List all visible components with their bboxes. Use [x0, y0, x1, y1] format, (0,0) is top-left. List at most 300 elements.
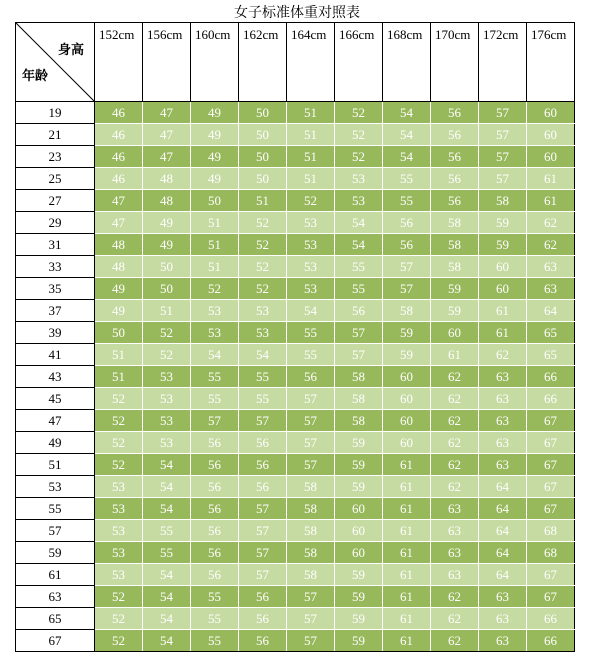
- age-cell: 67: [16, 630, 95, 652]
- table-row: [16, 146, 575, 168]
- weight-cell: 64: [479, 542, 527, 564]
- weight-cell: 63: [479, 432, 527, 454]
- weight-cell: 67: [527, 498, 575, 520]
- weight-cell: 59: [383, 322, 431, 344]
- weight-cell: 60: [383, 366, 431, 388]
- weight-cell: 58: [287, 520, 335, 542]
- weight-cell: 66: [527, 630, 575, 652]
- age-cell: 53: [16, 476, 95, 498]
- age-cell: 55: [16, 498, 95, 520]
- weight-cell: 48: [143, 190, 191, 212]
- weight-cell: 52: [143, 322, 191, 344]
- weight-cell: 56: [191, 542, 239, 564]
- weight-cell: 63: [431, 542, 479, 564]
- weight-cell: 63: [479, 608, 527, 630]
- weight-cell: 60: [383, 388, 431, 410]
- height-header: 164cm: [287, 23, 335, 102]
- weight-cell: 54: [335, 234, 383, 256]
- weight-cell: 49: [191, 102, 239, 124]
- weight-cell: 62: [527, 234, 575, 256]
- weight-cell: 48: [95, 256, 143, 278]
- weight-cell: 63: [527, 256, 575, 278]
- weight-cell: 53: [143, 410, 191, 432]
- weight-cell: 57: [479, 102, 527, 124]
- weight-cell: 53: [287, 212, 335, 234]
- table-row: [16, 234, 575, 256]
- weight-cell: 62: [431, 476, 479, 498]
- table-row: [16, 564, 575, 586]
- weight-cell: 54: [143, 498, 191, 520]
- weight-cell: 53: [143, 388, 191, 410]
- weight-cell: 55: [239, 388, 287, 410]
- weight-cell: 59: [335, 586, 383, 608]
- weight-cell: 46: [95, 102, 143, 124]
- weight-cell: 56: [431, 168, 479, 190]
- weight-cell: 51: [95, 366, 143, 388]
- weight-cell: 56: [383, 234, 431, 256]
- weight-cell: 63: [479, 410, 527, 432]
- age-cell: 51: [16, 454, 95, 476]
- weight-cell: 57: [287, 586, 335, 608]
- weight-cell: 53: [191, 322, 239, 344]
- weight-cell: 56: [431, 190, 479, 212]
- weight-cell: 61: [383, 608, 431, 630]
- age-cell: 19: [16, 102, 95, 124]
- weight-cell: 63: [479, 630, 527, 652]
- weight-cell: 51: [287, 102, 335, 124]
- weight-cell: 56: [239, 432, 287, 454]
- weight-cell: 56: [191, 564, 239, 586]
- table-row: [16, 168, 575, 190]
- weight-cell: 57: [287, 388, 335, 410]
- weight-cell: 47: [143, 124, 191, 146]
- weight-cell: 53: [335, 190, 383, 212]
- weight-cell: 51: [239, 190, 287, 212]
- height-header: 166cm: [335, 23, 383, 102]
- weight-cell: 59: [431, 278, 479, 300]
- weight-cell: 65: [527, 322, 575, 344]
- weight-cell: 49: [143, 234, 191, 256]
- weight-cell: 54: [383, 124, 431, 146]
- weight-cell: 64: [527, 300, 575, 322]
- weight-cell: 52: [335, 124, 383, 146]
- weight-cell: 61: [383, 476, 431, 498]
- weight-cell: 50: [95, 322, 143, 344]
- table-row: [16, 432, 575, 454]
- weight-cell: 58: [479, 190, 527, 212]
- weight-cell: 53: [143, 432, 191, 454]
- weight-cell: 57: [287, 454, 335, 476]
- age-cell: 21: [16, 124, 95, 146]
- weight-cell: 53: [287, 256, 335, 278]
- weight-cell: 57: [287, 410, 335, 432]
- weight-cell: 57: [335, 322, 383, 344]
- weight-cell: 52: [95, 454, 143, 476]
- table-row: [16, 124, 575, 146]
- weight-cell: 61: [383, 542, 431, 564]
- weight-cell: 50: [239, 102, 287, 124]
- weight-cell: 63: [431, 564, 479, 586]
- weight-cell: 55: [143, 542, 191, 564]
- table-title: 女子标准体重对照表: [234, 5, 360, 21]
- weight-cell: 51: [143, 300, 191, 322]
- weight-cell: 53: [95, 476, 143, 498]
- weight-cell: 54: [143, 476, 191, 498]
- weight-cell: 62: [431, 630, 479, 652]
- weight-cell: 52: [143, 344, 191, 366]
- weight-cell: 55: [287, 344, 335, 366]
- height-header: 168cm: [383, 23, 431, 102]
- weight-cell: 59: [335, 608, 383, 630]
- weight-cell: 52: [335, 146, 383, 168]
- weight-cell: 52: [95, 630, 143, 652]
- weight-cell: 54: [143, 608, 191, 630]
- weight-cell: 52: [335, 102, 383, 124]
- weight-cell: 60: [479, 256, 527, 278]
- weight-cell: 53: [95, 498, 143, 520]
- age-cell: 33: [16, 256, 95, 278]
- weight-cell: 49: [191, 146, 239, 168]
- weight-cell: 59: [335, 432, 383, 454]
- weight-cell: 57: [383, 256, 431, 278]
- weight-cell: 50: [239, 124, 287, 146]
- weight-cell: 60: [527, 124, 575, 146]
- header-row: [16, 23, 575, 102]
- weight-cell: 54: [383, 146, 431, 168]
- weight-cell: 61: [383, 630, 431, 652]
- table-row: [16, 388, 575, 410]
- table-row: [16, 520, 575, 542]
- weight-cell: 60: [383, 410, 431, 432]
- weight-cell: 58: [383, 300, 431, 322]
- weight-cell: 57: [383, 278, 431, 300]
- weight-cell: 58: [431, 256, 479, 278]
- weight-cell: 58: [335, 410, 383, 432]
- weight-cell: 55: [191, 608, 239, 630]
- weight-cell: 62: [527, 212, 575, 234]
- weight-cell: 54: [287, 300, 335, 322]
- table-row: [16, 608, 575, 630]
- weight-cell: 52: [95, 388, 143, 410]
- weight-cell: 60: [335, 498, 383, 520]
- weight-cell: 57: [239, 410, 287, 432]
- weight-cell: 50: [143, 256, 191, 278]
- weight-cell: 62: [431, 454, 479, 476]
- weight-cell: 57: [287, 630, 335, 652]
- weight-cell: 61: [479, 322, 527, 344]
- table-row: [16, 476, 575, 498]
- age-cell: 47: [16, 410, 95, 432]
- weight-cell: 54: [335, 212, 383, 234]
- weight-cell: 56: [431, 124, 479, 146]
- age-cell: 27: [16, 190, 95, 212]
- age-cell: 61: [16, 564, 95, 586]
- age-cell: 23: [16, 146, 95, 168]
- weight-cell: 67: [527, 454, 575, 476]
- weight-cell: 56: [287, 366, 335, 388]
- weight-cell: 54: [143, 586, 191, 608]
- weight-cell: 54: [239, 344, 287, 366]
- weight-cell: 56: [239, 586, 287, 608]
- table-row: [16, 212, 575, 234]
- table-row: [16, 366, 575, 388]
- age-cell: 25: [16, 168, 95, 190]
- weight-cell: 52: [239, 278, 287, 300]
- weight-cell: 57: [239, 564, 287, 586]
- table-row: [16, 630, 575, 652]
- weight-cell: 46: [95, 124, 143, 146]
- weight-cell: 60: [431, 322, 479, 344]
- weight-cell: 57: [287, 608, 335, 630]
- weight-cell: 57: [335, 344, 383, 366]
- weight-cell: 50: [239, 168, 287, 190]
- weight-cell: 54: [143, 630, 191, 652]
- weight-cell: 56: [431, 102, 479, 124]
- weight-cell: 57: [479, 168, 527, 190]
- weight-cell: 65: [527, 344, 575, 366]
- weight-cell: 64: [479, 476, 527, 498]
- height-header: 162cm: [239, 23, 287, 102]
- weight-cell: 61: [527, 190, 575, 212]
- weight-cell: 61: [479, 300, 527, 322]
- weight-cell: 51: [191, 212, 239, 234]
- weight-cell: 52: [287, 190, 335, 212]
- weight-cell: 55: [191, 586, 239, 608]
- weight-cell: 53: [239, 322, 287, 344]
- weight-cell: 53: [95, 542, 143, 564]
- table-row: [16, 300, 575, 322]
- weight-cell: 56: [191, 432, 239, 454]
- age-cell: 39: [16, 322, 95, 344]
- weight-cell: 61: [383, 454, 431, 476]
- weight-cell: 57: [239, 542, 287, 564]
- weight-cell: 46: [95, 168, 143, 190]
- age-cell: 35: [16, 278, 95, 300]
- weight-cell: 53: [191, 300, 239, 322]
- weight-cell: 50: [191, 190, 239, 212]
- table-body: [16, 102, 575, 652]
- weight-cell: 62: [431, 432, 479, 454]
- weight-cell: 61: [431, 344, 479, 366]
- weight-cell: 52: [239, 234, 287, 256]
- weight-cell: 67: [527, 586, 575, 608]
- weight-cell: 57: [239, 498, 287, 520]
- age-cell: 59: [16, 542, 95, 564]
- weight-cell: 56: [239, 454, 287, 476]
- height-header: 160cm: [191, 23, 239, 102]
- weight-cell: 51: [287, 168, 335, 190]
- weight-cell: 56: [191, 498, 239, 520]
- weight-cell: 67: [527, 476, 575, 498]
- weight-cell: 59: [479, 234, 527, 256]
- height-header: 170cm: [431, 23, 479, 102]
- weight-cell: 49: [95, 278, 143, 300]
- weight-cell: 59: [335, 564, 383, 586]
- weight-cell: 53: [95, 564, 143, 586]
- weight-cell: 62: [431, 608, 479, 630]
- weight-cell: 62: [431, 410, 479, 432]
- age-cell: 31: [16, 234, 95, 256]
- weight-cell: 62: [431, 366, 479, 388]
- weight-cell: 56: [335, 300, 383, 322]
- weight-cell: 54: [383, 102, 431, 124]
- weight-cell: 53: [143, 366, 191, 388]
- weight-cell: 61: [383, 520, 431, 542]
- weight-cell: 58: [335, 388, 383, 410]
- weight-cell: 57: [191, 410, 239, 432]
- weight-cell: 61: [383, 564, 431, 586]
- weight-cell: 57: [479, 124, 527, 146]
- weight-cell: 58: [431, 212, 479, 234]
- weight-cell: 51: [191, 234, 239, 256]
- age-cell: 41: [16, 344, 95, 366]
- weight-cell: 60: [335, 542, 383, 564]
- weight-cell: 60: [527, 146, 575, 168]
- height-header: 156cm: [143, 23, 191, 102]
- weight-cell: 60: [335, 520, 383, 542]
- weight-cell: 49: [191, 168, 239, 190]
- weight-cell: 53: [239, 300, 287, 322]
- weight-cell: 64: [479, 498, 527, 520]
- weight-cell: 63: [479, 454, 527, 476]
- weight-cell: 57: [239, 520, 287, 542]
- weight-cell: 59: [431, 300, 479, 322]
- weight-cell: 59: [479, 212, 527, 234]
- weight-cell: 61: [383, 498, 431, 520]
- table-row: [16, 278, 575, 300]
- weight-cell: 48: [95, 234, 143, 256]
- table-row: [16, 586, 575, 608]
- age-cell: 29: [16, 212, 95, 234]
- weight-cell: 63: [431, 520, 479, 542]
- weight-cell: 46: [95, 146, 143, 168]
- age-cell: 37: [16, 300, 95, 322]
- weight-cell: 50: [239, 146, 287, 168]
- weight-cell: 48: [143, 168, 191, 190]
- weight-cell: 56: [191, 454, 239, 476]
- height-header: 172cm: [479, 23, 527, 102]
- weight-cell: 63: [527, 278, 575, 300]
- weight-cell: 55: [143, 520, 191, 542]
- weight-cell: 60: [383, 432, 431, 454]
- weight-cell: 58: [335, 366, 383, 388]
- weight-cell: 52: [191, 278, 239, 300]
- weight-cell: 67: [527, 564, 575, 586]
- weight-cell: 57: [287, 432, 335, 454]
- weight-cell: 63: [479, 388, 527, 410]
- weight-cell: 62: [431, 388, 479, 410]
- weight-cell: 51: [191, 256, 239, 278]
- weight-cell: 60: [479, 278, 527, 300]
- height-header: 176cm: [527, 23, 575, 102]
- table-row: [16, 344, 575, 366]
- weight-cell: 53: [287, 234, 335, 256]
- table-row: [16, 454, 575, 476]
- weight-cell: 47: [143, 146, 191, 168]
- weight-cell: 52: [95, 410, 143, 432]
- weight-cell: 53: [95, 520, 143, 542]
- weight-cell: 54: [191, 344, 239, 366]
- weight-cell: 67: [527, 432, 575, 454]
- weight-cell: 58: [287, 564, 335, 586]
- weight-cell: 58: [287, 542, 335, 564]
- weight-cell: 52: [95, 586, 143, 608]
- weight-cell: 47: [95, 190, 143, 212]
- weight-cell: 68: [527, 520, 575, 542]
- age-cell: 45: [16, 388, 95, 410]
- height-axis-label: 身高: [57, 43, 84, 58]
- table-row: [16, 256, 575, 278]
- weight-cell: 58: [431, 234, 479, 256]
- weight-cell: 55: [191, 630, 239, 652]
- weight-cell: 67: [527, 410, 575, 432]
- weight-cell: 49: [191, 124, 239, 146]
- weight-cell: 52: [95, 432, 143, 454]
- age-cell: 57: [16, 520, 95, 542]
- weight-cell: 59: [335, 454, 383, 476]
- age-cell: 43: [16, 366, 95, 388]
- weight-cell: 63: [479, 366, 527, 388]
- weight-cell: 57: [479, 146, 527, 168]
- weight-cell: 52: [239, 212, 287, 234]
- weight-cell: 55: [191, 388, 239, 410]
- weight-cell: 58: [287, 498, 335, 520]
- weight-cell: 56: [191, 476, 239, 498]
- weight-cell: 68: [527, 542, 575, 564]
- weight-cell: 62: [431, 586, 479, 608]
- weight-cell: 60: [527, 102, 575, 124]
- weight-cell: 66: [527, 608, 575, 630]
- weight-cell: 59: [335, 476, 383, 498]
- weight-cell: 52: [95, 608, 143, 630]
- weight-cell: 66: [527, 366, 575, 388]
- weight-cell: 54: [143, 564, 191, 586]
- weight-table: [15, 22, 575, 652]
- weight-cell: 49: [143, 212, 191, 234]
- weight-cell: 55: [287, 322, 335, 344]
- weight-cell: 55: [191, 366, 239, 388]
- age-cell: 49: [16, 432, 95, 454]
- diagonal-line: [16, 23, 94, 101]
- weight-cell: 51: [95, 344, 143, 366]
- age-cell: 65: [16, 608, 95, 630]
- table-row: [16, 322, 575, 344]
- weight-cell: 55: [383, 190, 431, 212]
- age-axis-label: 年龄: [22, 69, 49, 84]
- weight-cell: 59: [335, 630, 383, 652]
- table-row: [16, 410, 575, 432]
- weight-cell: 63: [479, 586, 527, 608]
- corner-header: [16, 23, 95, 102]
- weight-cell: 56: [191, 520, 239, 542]
- weight-cell: 54: [143, 454, 191, 476]
- table-row: [16, 498, 575, 520]
- weight-cell: 53: [335, 168, 383, 190]
- weight-cell: 49: [95, 300, 143, 322]
- weight-cell: 53: [287, 278, 335, 300]
- weight-cell: 63: [431, 498, 479, 520]
- table-row: [16, 102, 575, 124]
- weight-cell: 50: [143, 278, 191, 300]
- weight-cell: 56: [383, 212, 431, 234]
- weight-cell: 59: [383, 344, 431, 366]
- weight-cell: 51: [287, 146, 335, 168]
- table-row: [16, 542, 575, 564]
- weight-cell: 58: [287, 476, 335, 498]
- weight-cell: 55: [239, 366, 287, 388]
- weight-cell: 66: [527, 388, 575, 410]
- weight-cell: 47: [143, 102, 191, 124]
